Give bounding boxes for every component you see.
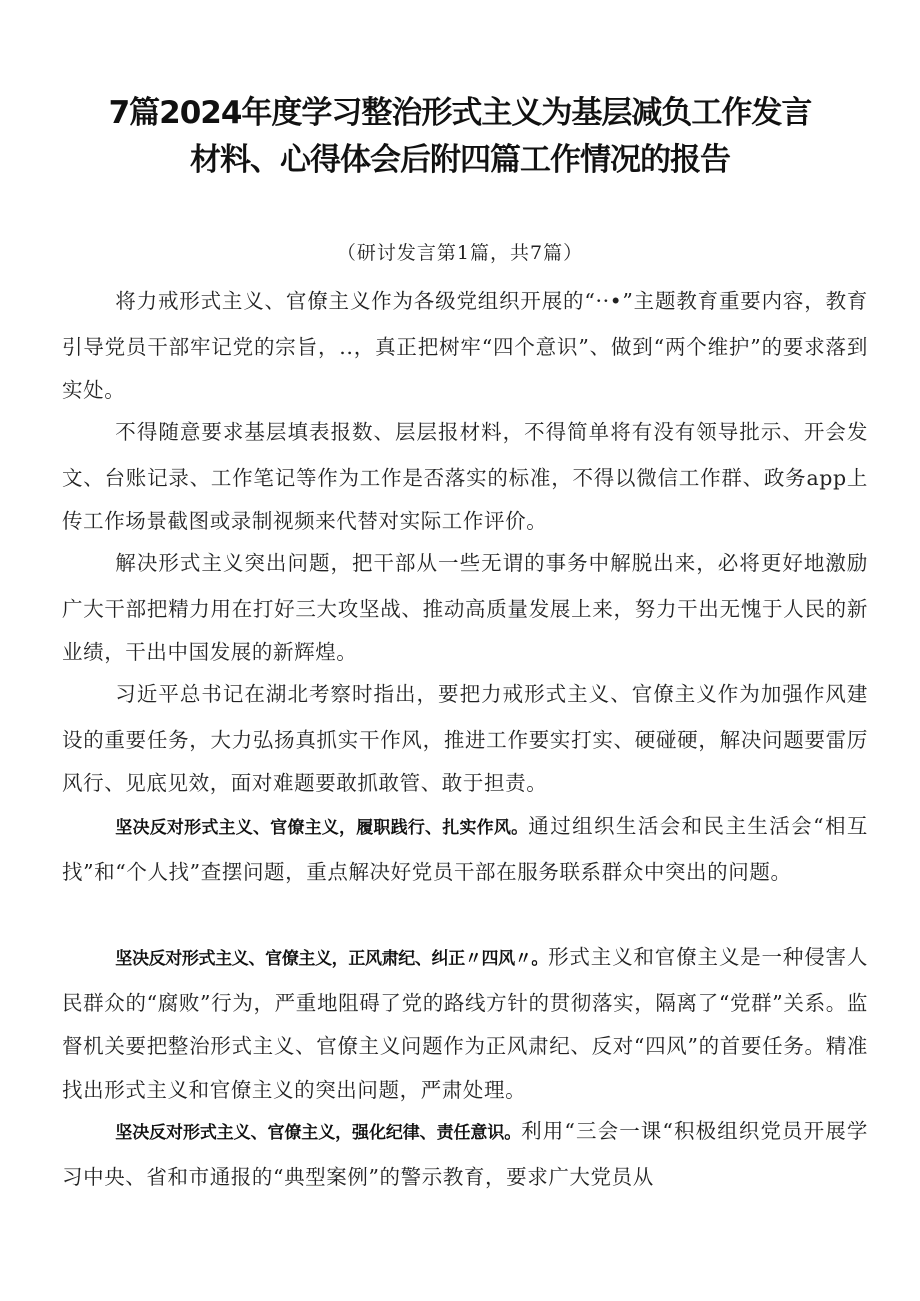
paragraph-6 [62,936,868,1112]
paragraph-5 [62,805,868,894]
paragraph-text: 不得随意要求基层填表报数、层层报材料，不得简单将有没有领导批示、开会发文、台账记录、工作笔记等作为工作是否落实的标准，不得以微信工作群、政务app上传工作场景截图或录制视频来代替对实际工作评价。 [62,420,868,533]
paragraph-4 [62,673,868,806]
paragraph-7 [62,1110,868,1199]
paragraph-1 [62,280,868,413]
paragraph-text: 习近平总书记在湖北考察时指出，要把力戒形式主义、官僚主义作为加强作风建设的重要任务，大力弘扬真抓实干作风，推进工作要实打实、硬碰硬，解决问题要雷厉风行、见底见效，面对难题要敢抓敢管、敢于担责。 [62,682,868,795]
paragraph-lead: 坚决反对形式主义、官僚主义，强化纪律、责任意识。 [115,1123,522,1143]
paragraph-text: 通过组织生活会和民主生活会“相互找”和“个人找”查摆问题，重点解决好党员干部在服务联系群众中突出的问题。 [62,814,868,884]
document-title-line2: 材料、心得体会后附四篇工作情况的报告 [190,142,730,178]
document-title-line1: 7篇2024年度学习整治形式主义为基层减负工作发言 [108,95,812,131]
paragraph-lead: 坚决反对形式主义、官僚主义，履职践行、扎实作风。 [115,818,529,838]
paragraph-lead: 坚决反对形式主义、官僚主义，正风肃纪、纠正〃四风〃。 [115,949,549,969]
paragraph-text: 形式主义和官僚主义是一种侵害人民群众的“腐败”行为，严重地阻碍了党的路线方针的贯彻落实，隔离了“党群”关系。监督机关要把整治形式主义、官僚主义问题作为正风肃纪、反对“四风”的首要任务。精准找出形式主义和官僚主义的突出问题，严肃处理。 [62,945,869,1102]
paragraph-3 [62,542,868,675]
paragraph-text: 解决形式主义突出问题，把干部从一些无谓的事务中解脱出来，必将更好地激励广大干部把精力用在打好三大攻坚战、推动高质量发展上来，努力干出无愧于人民的新业绩，干出中国发展的新辉煌。 [62,551,868,664]
paragraph-2 [62,411,868,544]
paragraph-text: 利用“三会一课“积极组织党员开展学习中央、省和市通报的“典型案例”的警示教育，要求广大党员从 [62,1119,868,1189]
paragraph-text: 将力戒形式主义、官僚主义作为各级党组织开展的“··•”主题教育重要内容，教育引导党员干部牢记党的宗旨，..，真正把树牢“四个意识”、做到“两个维护”的要求落到实处。 [62,289,868,402]
document-subtitle: （研讨发言第1篇，共7篇） [336,242,584,264]
